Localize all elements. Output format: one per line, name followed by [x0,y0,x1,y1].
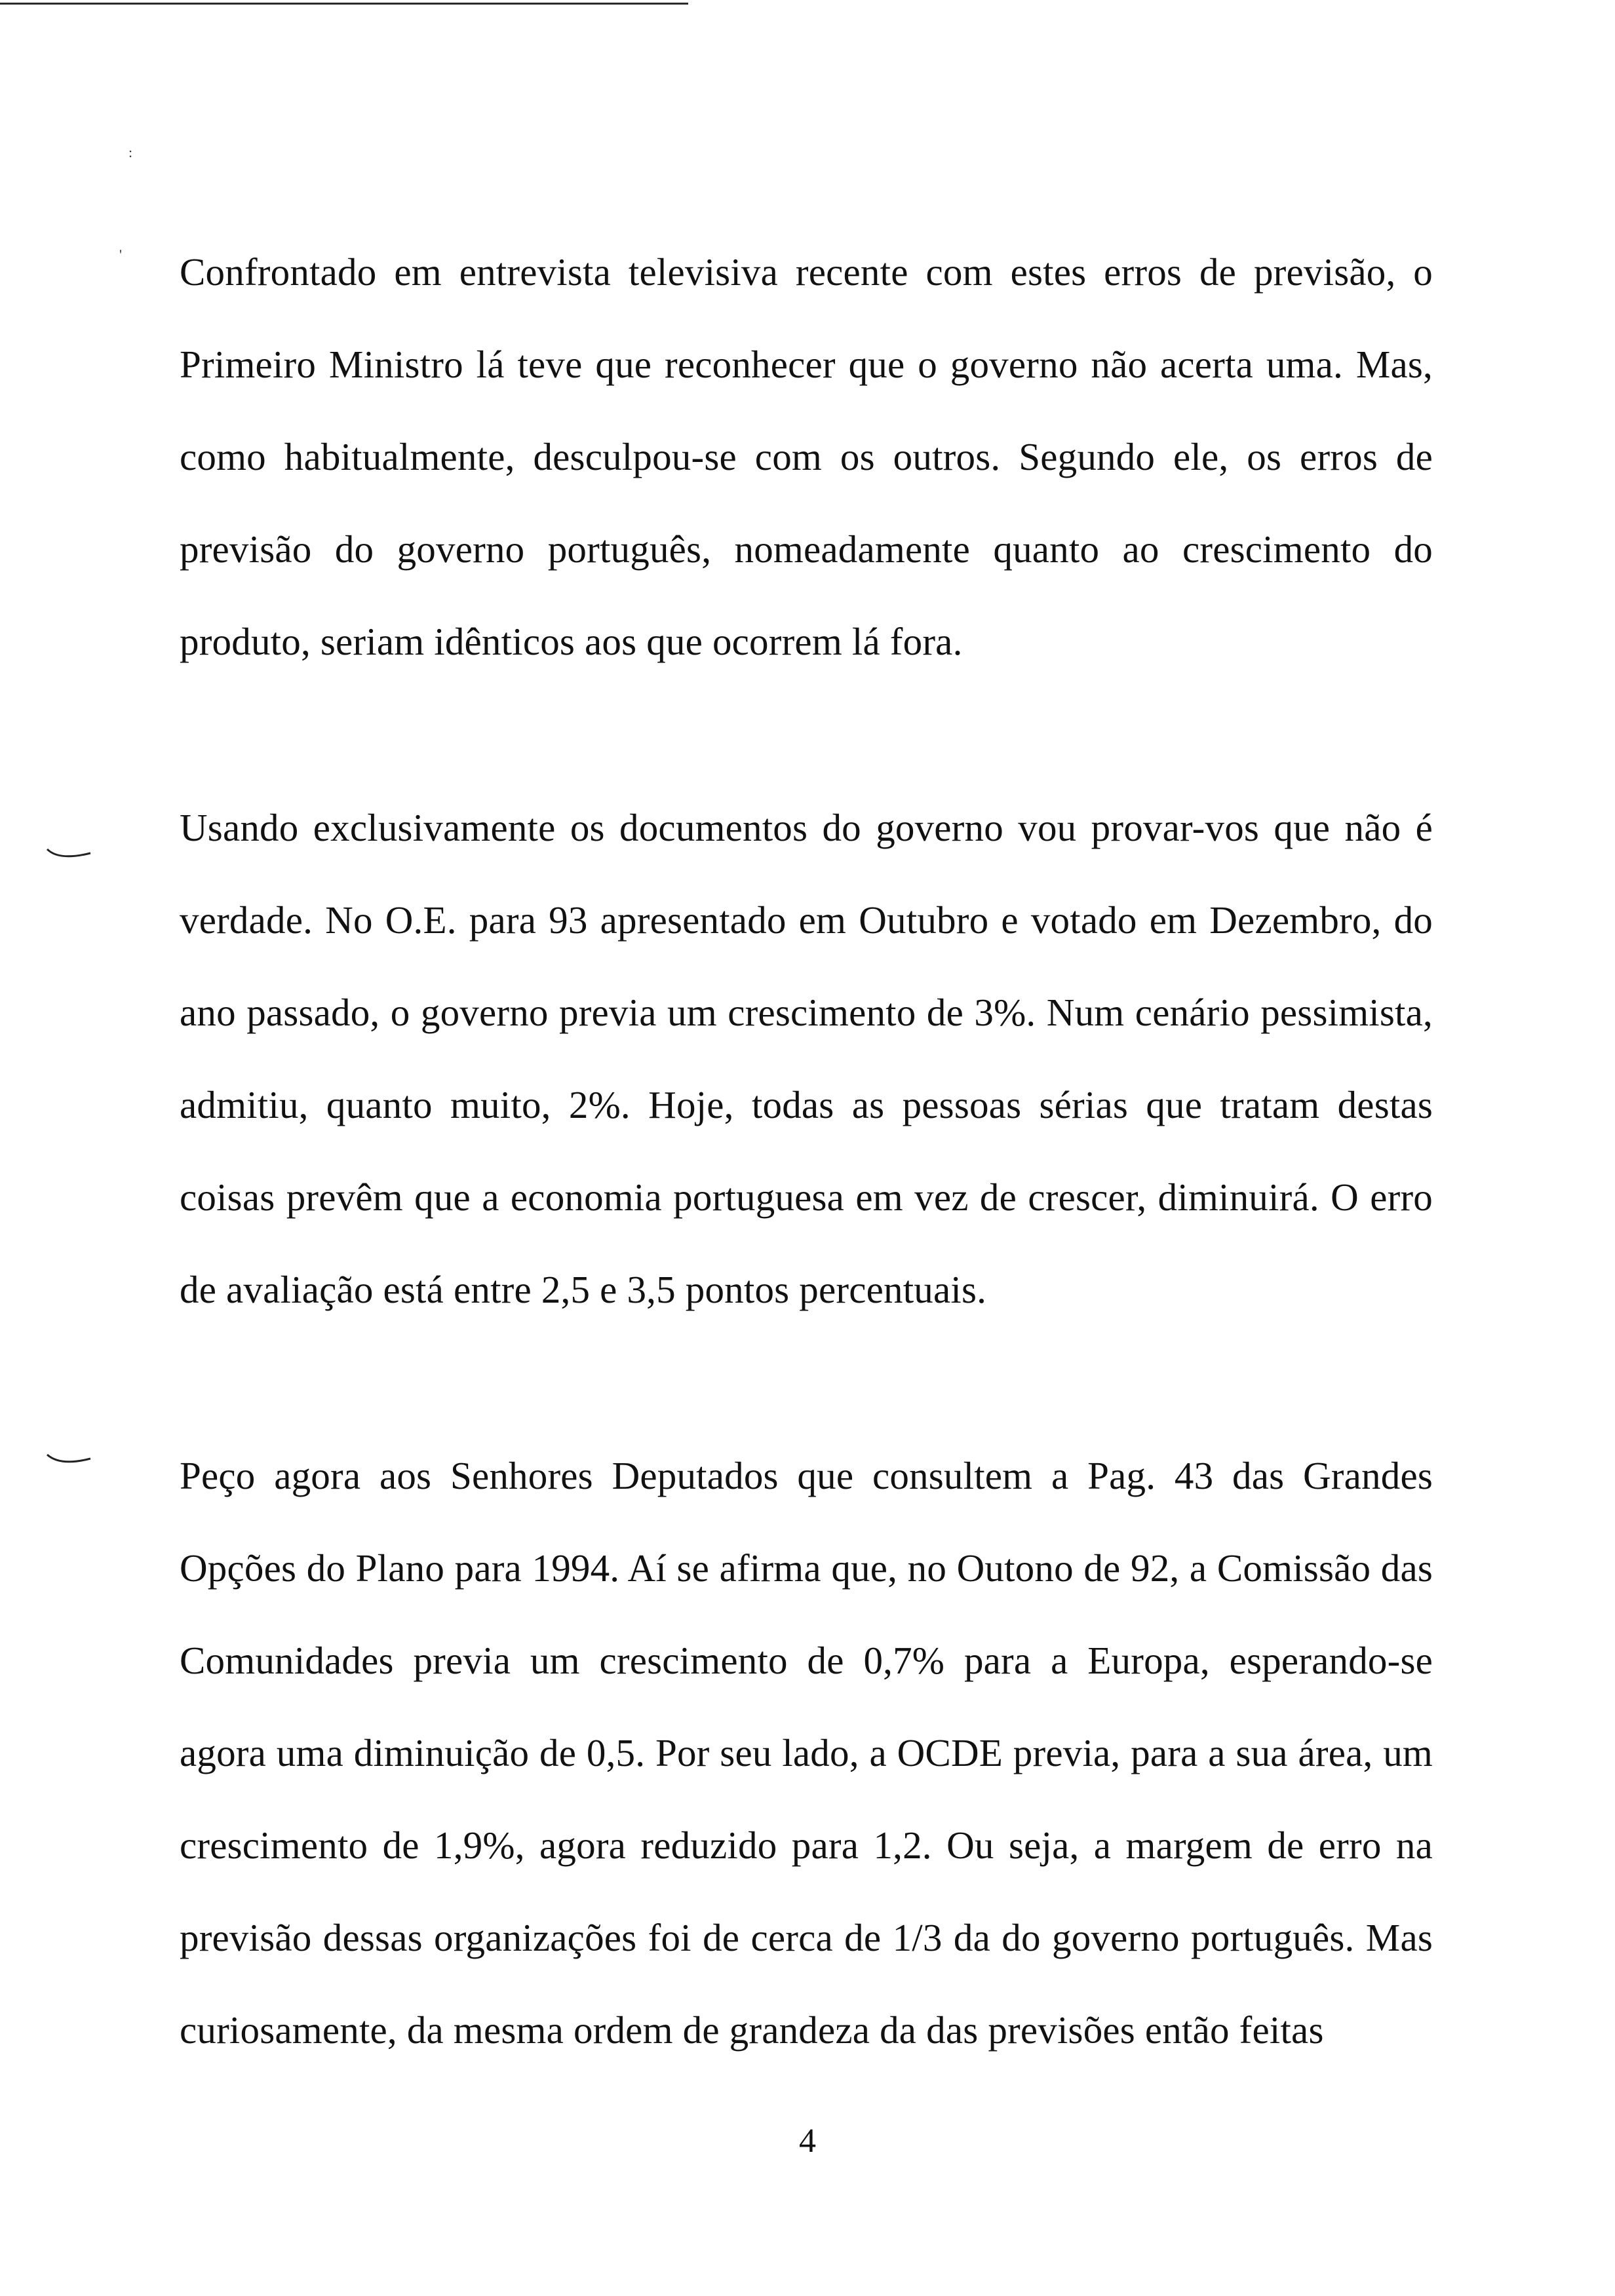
stray-mark: : [128,144,133,161]
paragraph: Confrontado em entrevista televisiva recente com estes erros de previsão, o Primeiro Ministro lá teve que reconhecer que o governo não acerta uma. Mas, como habitualmente, desculpou-se com os outros. Segundo ele, os erros de previsão do governo português, nomeadamente quanto ao crescimento do produto, seriam idênticos aos que ocorrem lá fora. [180,250,1433,663]
paragraph: Usando exclusivamente os documentos do governo vou provar-vos que não é verdade. No O.E. para 93 apresentado em Outubro e votado em Dezembro, do ano passado, o governo previa um crescimento de 3%. Num cenário pessimista, admitiu, quanto muito, 2%. Hoje, todas as pessoas sérias que tratam destas coisas prevêm que a economia portuguesa em vez de crescer, diminuirá. O erro de avaliação está entre 2,5 e 3,5 pontos percentuais. [180,806,1433,1311]
stray-mark: ' [119,246,122,263]
margin-check-mark [46,847,92,864]
paragraph: Peço agora aos Senhores Deputados que consultem a Pag. 43 das Grandes Opções do Plano para 1994. Aí se afirma que, no Outono de 92, a Comissão das Comunidades previa um crescimento de 0,7% para a Europa, esperando-se agora uma diminuição de 0,5. Por seu lado, a OCDE previa, para a sua área, um crescimento de 1,9%, agora reduzido para 1,2. Ou seja, a margem de erro na previsão dessas organizações foi de cerca de 1/3 da do governo português. Mas curiosamente, da mesma ordem de grandeza da das previsões então feitas [180,1454,1433,2052]
page-number: 4 [799,2122,816,2160]
document-body [180,226,1433,2076]
margin-check-mark [46,1451,92,1468]
top-scan-rule [0,3,688,5]
